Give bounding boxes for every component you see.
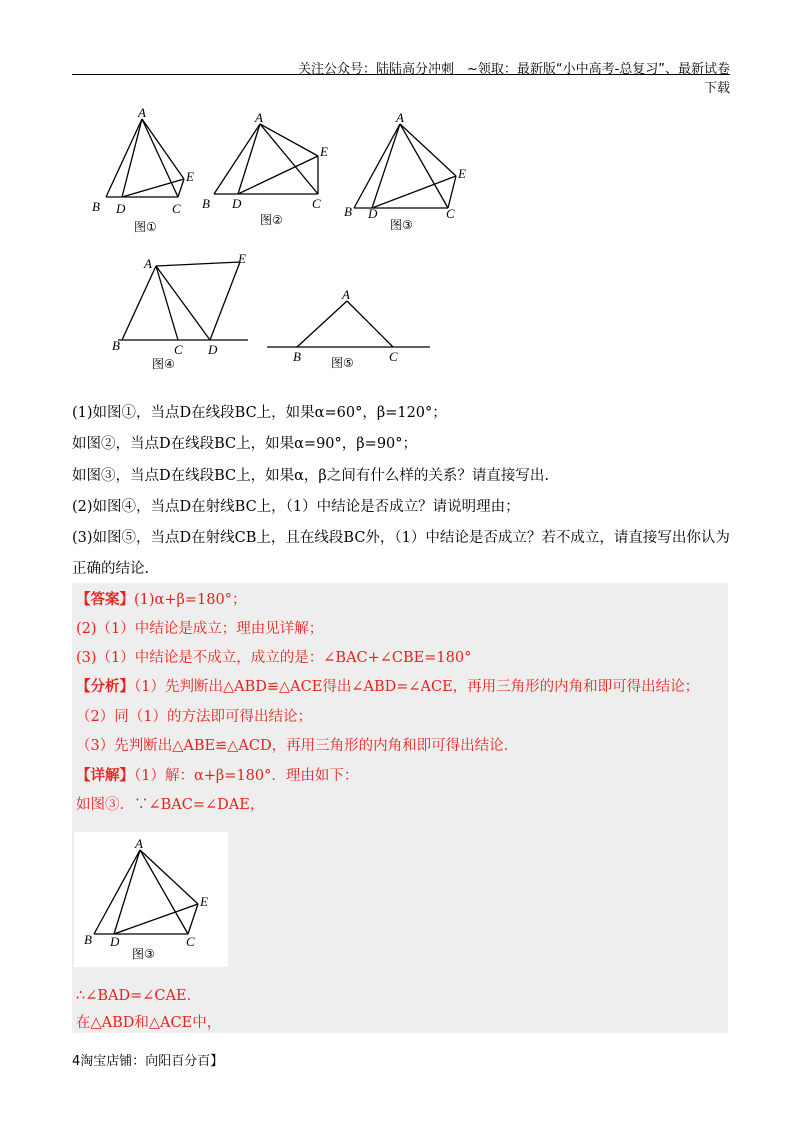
fig3-label-d: D bbox=[368, 206, 378, 221]
fig2-label-c: C bbox=[312, 196, 321, 211]
figure-3 bbox=[342, 112, 472, 234]
fig3-label-b: B bbox=[344, 204, 352, 219]
fig2-label-a: A bbox=[255, 112, 263, 125]
answer-tag: 【答案】 bbox=[76, 591, 134, 608]
detail-line-2: 如图③．∵∠BAC=∠DAE， bbox=[76, 797, 265, 813]
question-line-4: (2)如图④，当点D在射线BC上，（1）中结论是否成立？请说明理由； bbox=[72, 499, 520, 515]
fig4-label-c: C bbox=[174, 342, 183, 357]
header-rule bbox=[72, 74, 730, 75]
question-line-1: (1)如图①，当点D在线段BC上，如果α=60°，β=120°； bbox=[72, 405, 447, 421]
fig5-label-b: B bbox=[293, 349, 301, 364]
page-footer: 4淘宝店铺：向阳百分百】 bbox=[72, 1054, 224, 1069]
analysis-line-1 bbox=[76, 677, 699, 697]
fig6-label-b: B bbox=[84, 932, 92, 947]
fig2-label-d: D bbox=[232, 196, 242, 211]
answer-line-1 bbox=[76, 590, 246, 610]
answer-part-1: (1)α+β=180°； bbox=[134, 592, 247, 608]
page-header: 关注公众号：陆陆高分冲刺 ~领取：最新版“小中高考-总复习”、最新试卷下载 bbox=[297, 62, 730, 96]
fig5-label-a: A bbox=[342, 287, 350, 302]
analysis-part-1: （1）先判断出△ABD≌△ACE得出∠ABD=∠ACE，再用三角形的内角和即可得出结论； bbox=[134, 679, 700, 695]
figure-2 bbox=[200, 112, 340, 232]
question-line-2: 如图②，当点D在线段BC上，如果α=90°，β=90°； bbox=[72, 436, 418, 452]
analysis-line-2: （2）同（1）的方法即可得出结论； bbox=[76, 709, 312, 725]
detail-tag: 【详解】 bbox=[76, 767, 134, 784]
question-line-3: 如图③，当点D在线段BC上，如果α，β之间有什么样的关系？请直接写出. bbox=[72, 468, 549, 484]
figure-1 bbox=[88, 105, 198, 235]
fig3-label-a: A bbox=[396, 112, 404, 125]
fig1-label-a: A bbox=[138, 105, 146, 120]
fig4-label-d: D bbox=[208, 342, 218, 357]
fig1-label-b: B bbox=[92, 199, 100, 214]
fig4-label-a: A bbox=[144, 256, 152, 271]
figure-6 bbox=[74, 832, 228, 967]
fig6-label-d: D bbox=[110, 934, 120, 949]
fig2-caption: 图② bbox=[260, 213, 283, 227]
figure-4 bbox=[108, 250, 258, 375]
question-line-5: (3)如图⑤，当点D在射线CB上，且在线段BC外，（1）中结论是否成立？若不成立，请直接写出你认为 bbox=[72, 530, 730, 546]
fig3-label-c: C bbox=[446, 206, 455, 221]
fig6-caption: 图③ bbox=[132, 947, 155, 961]
fig5-label-c: C bbox=[389, 349, 398, 364]
fig1-label-d: D bbox=[116, 201, 126, 216]
fig2-label-b: B bbox=[202, 196, 210, 211]
fig4-label-e: E bbox=[238, 251, 246, 266]
fig2-label-e: E bbox=[320, 144, 328, 159]
analysis-tag: 【分析】 bbox=[76, 678, 134, 695]
question-line-6: 正确的结论. bbox=[72, 561, 150, 577]
fig6-label-c: C bbox=[186, 934, 195, 949]
detail-line-3: ∴∠BAD=∠CAE． bbox=[76, 988, 202, 1004]
fig3-label-e: E bbox=[458, 166, 466, 181]
fig4-caption: 图④ bbox=[152, 357, 175, 371]
fig5-caption: 图⑤ bbox=[331, 356, 354, 370]
detail-line-1 bbox=[76, 766, 358, 786]
fig6-label-e: E bbox=[200, 894, 208, 909]
fig6-label-a: A bbox=[135, 836, 143, 851]
fig4-label-b: B bbox=[112, 338, 120, 353]
fig1-label-c: C bbox=[172, 201, 181, 216]
fig1-label-e: E bbox=[186, 169, 194, 184]
answer-line-3: (3)（1）中结论是不成立，成立的是：∠BAC+∠CBE=180° bbox=[76, 650, 472, 666]
figure-5 bbox=[265, 285, 435, 375]
analysis-line-3: （3）先判断出△ABE≌△ACD，再用三角形的内角和即可得出结论. bbox=[76, 738, 509, 754]
answer-line-2: (2)（1）中结论是成立；理由见详解； bbox=[76, 621, 324, 637]
fig1-caption: 图① bbox=[134, 220, 157, 234]
fig3-caption: 图③ bbox=[390, 218, 413, 232]
detail-part-1: （1）解：α+β=180°．理由如下： bbox=[134, 768, 359, 784]
detail-line-4: 在△ABD和△ACE中， bbox=[76, 1015, 222, 1031]
